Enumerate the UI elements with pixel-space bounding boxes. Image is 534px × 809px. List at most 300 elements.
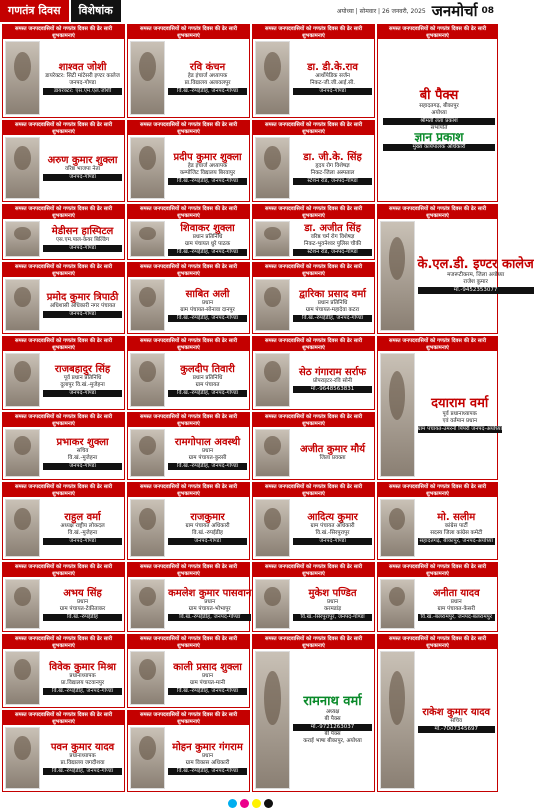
person-name: आदित्य कुमार — [307, 511, 358, 523]
ad-info — [165, 41, 247, 115]
portrait-photo — [130, 279, 165, 331]
ad-body — [3, 497, 124, 559]
portrait-photo — [5, 727, 40, 789]
affiliation: वि.खं.-रुपईडीह — [192, 529, 223, 536]
ad-card — [2, 412, 125, 480]
designation: प्रधान — [77, 598, 89, 605]
ad-body — [253, 135, 374, 201]
portrait-photo — [130, 727, 165, 789]
ad-body — [3, 427, 124, 479]
ad-body — [253, 577, 374, 631]
ad-info — [290, 429, 372, 477]
ad-card — [127, 562, 250, 632]
location: मो.-9721263037 — [293, 724, 372, 731]
portrait-photo — [130, 499, 165, 557]
ad-body — [128, 135, 249, 201]
location: जनपद-गोण्डा — [43, 311, 122, 318]
designation: प्रधान — [450, 598, 462, 605]
greeting-strip: समस्त जनपदवासियों को गणतंत्र दिवस की ढेर सारी शुभकामनाएं — [128, 263, 249, 277]
location: डायरेक्टर: एस.एम.एल.जोशी — [43, 88, 122, 95]
designation: प्रधान प्रतिनिधि — [192, 233, 223, 240]
designation: प्रधान — [202, 672, 214, 679]
affiliation: ग्राम पंचायत-मानी — [189, 679, 226, 686]
affiliation: कम्पोजिट विद्यालय बिरवापुर — [179, 169, 236, 176]
location: स्टेशन रोड, जनपद-गोण्डा — [293, 178, 372, 185]
ad-card — [252, 482, 375, 560]
designation: मजरूटीकरम, जिला अयोध्या — [447, 272, 505, 278]
designation: पूर्व प्रधान प्रतिनिधि — [63, 374, 102, 381]
location: वि.खं.-रुपईडीह, जनपद-गोण्डा — [43, 768, 122, 775]
location: वि.खं.-रुपईडीह, जनपद-गोण्डा — [168, 88, 247, 95]
ad-body — [128, 649, 249, 707]
color-registration-bar — [0, 797, 500, 809]
ad-info — [165, 353, 247, 407]
ad-body — [3, 725, 124, 791]
person-name: राकेश कुमार यादव — [422, 707, 491, 718]
location: जनपद-गोण्डा — [43, 245, 122, 252]
person-name: दयाराम वर्मा — [431, 396, 489, 411]
ad-body — [253, 39, 374, 117]
person-name: पवन कुमार यादव — [50, 741, 115, 753]
location: वि.खं.-रुपईडीह, जनपद-गोण्डा — [168, 249, 247, 256]
portrait-photo — [130, 41, 165, 115]
location: वि.खं.-रुपईडीह, जनपद-गोण्डा — [168, 768, 247, 775]
designation: प्रधान प्रतिनिधि — [192, 374, 223, 381]
affiliation: ग्राम पंचायत-सोनावा दानपुर — [180, 306, 235, 313]
person-name: मोहन कुमार गंगराम — [172, 741, 243, 753]
person-name: डा. डी.के.राव — [307, 61, 358, 73]
person-name: अरुण कुमार शुक्ला — [47, 155, 118, 166]
ad-info — [415, 353, 502, 477]
ad-card — [2, 634, 125, 708]
person-name: द्वारिका प्रसाद वर्मा — [299, 288, 366, 300]
ad-body — [128, 725, 249, 791]
person-name: रामनाथ वर्मा — [303, 694, 362, 709]
portrait-photo — [5, 499, 40, 557]
location: जनपद-गोण्डा — [43, 174, 122, 181]
ad-info — [290, 279, 372, 331]
greeting-strip: समस्त जनपदवासियों को गणतंत्र दिवस की ढेर सारी शुभकामनाएं — [253, 413, 374, 427]
ad-info — [40, 651, 122, 705]
designation: जिला प्रवक्ता — [319, 454, 346, 461]
ad-card — [377, 562, 498, 632]
greeting-strip: समस्त जनपदवासियों को गणतंत्र दिवस की ढेर सारी शुभकामनाएं — [378, 205, 497, 219]
ad-info — [415, 651, 496, 789]
portrait-photo — [380, 499, 415, 557]
ad-info — [165, 279, 247, 331]
location: जनपद-गोण्डा — [43, 463, 122, 470]
portrait-photo — [380, 353, 415, 477]
person-name: मो. सलीम — [437, 511, 476, 523]
ad-card — [377, 634, 498, 792]
designation: हृदय रोग विशेषज्ञ — [315, 162, 350, 169]
yellow-swatch — [252, 799, 261, 808]
designation: सचिव — [450, 718, 463, 724]
ad-info — [290, 41, 372, 115]
designation: अध्यक्ष राष्ट्रीय लोकदल — [60, 522, 105, 529]
location: वि.खं.-रुपईडीह, जनपद-गोण्डा — [168, 614, 251, 621]
affiliation: ग्राम पंचायत — [195, 381, 220, 388]
ad-info — [165, 429, 247, 477]
person-name: कुलदीप तिवारी — [180, 363, 235, 375]
greeting-strip: समस्त जनपदवासियों को गणतंत्र दिवस की ढेर सारी शुभकामनाएं — [253, 25, 374, 39]
greeting-strip: समस्त जनपदवासियों को गणतंत्र दिवस की ढेर सारी शुभकामनाएं — [3, 25, 124, 39]
ad-body — [253, 351, 374, 409]
ad-info — [40, 221, 122, 257]
location: वि.खं.-रुपईडीह, जनपद-गोण्डा — [168, 390, 247, 397]
portrait-photo — [5, 41, 40, 115]
portrait-photo — [130, 137, 165, 199]
portrait-photo — [255, 41, 290, 115]
person-name: विवेक कुमार मिश्रा — [49, 661, 117, 673]
person-name: सेठ गंगाराम सर्राफ — [298, 367, 367, 378]
person-name: रामगोपाल अवस्थी — [174, 436, 241, 448]
page-number: 08 — [481, 6, 494, 16]
ad-info — [165, 221, 247, 257]
ad-card — [127, 634, 250, 708]
page-header — [0, 0, 500, 22]
greeting-strip: समस्त जनपदवासियों को गणतंत्र दिवस की ढेर सारी शुभकामनाएं — [128, 563, 249, 577]
ad-body — [128, 497, 249, 559]
person-name: शिवाकर शुक्ला — [180, 222, 235, 234]
greeting-strip: समस्त जनपदवासियों को गणतंत्र दिवस की ढेर सारी शुभकामनाएं — [3, 121, 124, 135]
greeting-strip: समस्त जनपदवासियों को गणतंत्र दिवस की ढेर सारी शुभकामनाएं — [128, 25, 249, 39]
affiliation: ग्राम पंचायत-केसरी — [437, 605, 476, 612]
person-name: के.एल.डी. इण्टर कालेज — [417, 257, 534, 272]
portrait-photo — [255, 579, 290, 629]
ad-info — [165, 499, 247, 557]
ad-info — [40, 41, 122, 115]
person-name: शाश्वत जोशी — [58, 61, 107, 73]
greeting-strip: समस्त जनपदवासियों को गणतंत्र दिवस की ढेर सारी शुभकामनाएं — [128, 205, 249, 219]
affiliation: वि.खं.-मुजेहना — [67, 529, 98, 536]
ad-card — [127, 120, 250, 202]
ad-card — [252, 412, 375, 480]
designation: वरिष्ठ भाजपा नेता — [65, 166, 101, 172]
ad-info — [415, 499, 496, 557]
designation: आर्थोपेडिक सर्जन — [315, 72, 350, 79]
ad-card — [127, 24, 250, 118]
location: वि.खं.-बलरामपुर, जनपद-बलरामपुर — [418, 614, 496, 621]
location: मो.-7007345697 — [418, 726, 496, 733]
ad-body — [378, 39, 497, 201]
ad-info — [165, 727, 247, 789]
designation: कांग्रेस पार्टी — [444, 522, 468, 529]
affiliation: प्रा.विद्यालय जगदीशवा — [60, 759, 105, 766]
designation: प्रधानाध्यापक — [69, 672, 96, 679]
designation: प्रधान प्रतिनिधि — [317, 299, 348, 306]
ceo-name: ज्ञान प्रकाश — [414, 130, 464, 144]
greeting-strip: समस्त जनपदवासियों को गणतंत्र दिवस की ढेर सारी शुभकामनाएं — [128, 121, 249, 135]
ad-card — [2, 24, 125, 118]
ad-info — [40, 579, 122, 629]
location: मो.-9648563831 — [293, 386, 372, 393]
ad-body — [3, 39, 124, 117]
portrait-photo — [380, 221, 415, 331]
person-name: साबित अली — [185, 288, 230, 300]
portrait-photo — [5, 279, 40, 331]
person-name: प्रदीप कुमार शुक्ला — [173, 151, 242, 163]
person-name: कमलेश कुमार पासवान — [168, 587, 252, 599]
newspaper-logo: जनमोर्चा — [431, 2, 478, 20]
ad-info — [165, 137, 247, 199]
greeting-strip: समस्त जनपदवासियों को गणतंत्र दिवस की ढेर सारी शुभकामनाएं — [128, 413, 249, 427]
greeting-strip: समस्त जनपदवासियों को गणतंत्र दिवस की ढेर सारी शुभकामनाएं — [128, 711, 249, 725]
location: वि.खं.-रुपईडीह, जनपद-गोण्डा — [168, 688, 247, 695]
chairperson-title: सभापति — [430, 125, 448, 131]
person-name: प्रमोद कुमार त्रिपाठी — [46, 292, 119, 303]
ad-body — [253, 649, 374, 791]
ad-body — [128, 427, 249, 479]
person-name: डा. अजीत सिंह — [304, 222, 361, 234]
greeting-strip: समस्त जनपदवासियों को गणतंत्र दिवस की ढेर सारी शुभकामनाएं — [378, 337, 497, 351]
affiliation: निकट-जी.जी.आई.सी. — [310, 79, 356, 86]
greeting-strip: समस्त जनपदवासियों को गणतंत्र दिवस की ढेर सारी शुभकामनाएं — [3, 635, 124, 649]
ad-info — [290, 221, 372, 257]
ceo-role: मुख्य कार्यपालक अधिकारी — [383, 144, 495, 151]
designation: प्रधानाध्यापक — [69, 752, 96, 759]
portrait-photo — [130, 579, 165, 629]
affiliation: ग्राम पंचायत-टेकीताकर — [59, 605, 106, 612]
affiliation: राजेश कुमार — [463, 279, 488, 285]
designation: डायरेक्टर: सिटी मांटेसरी इण्टर कालेज — [45, 72, 120, 79]
ad-body — [128, 351, 249, 409]
affiliation: ग्राम विकास अधिकारी — [185, 759, 230, 766]
location: स्टेशन रोड, जनपद-गोण्डा — [293, 249, 372, 256]
location: जनपद-गोण्डा — [293, 538, 372, 545]
affiliation: निकट-जिला अस्पताल — [310, 169, 355, 176]
ad-info — [290, 137, 372, 199]
designation: पूर्व प्रधानाध्यापक — [442, 411, 477, 417]
affiliation: ग्राम पंचायत-कुरसी — [188, 454, 227, 461]
ad-body — [3, 649, 124, 707]
greeting-strip: समस्त जनपदवासियों को गणतंत्र दिवस की ढेर सारी शुभकामनाएं — [3, 205, 124, 219]
ad-info — [415, 579, 496, 629]
affiliation: एवं वर्तमान प्रधान — [442, 418, 477, 424]
designation: प्रधान — [327, 598, 339, 605]
cyan-swatch — [228, 799, 237, 808]
affiliation: अयोध्या — [431, 110, 447, 116]
ad-info — [40, 499, 122, 557]
ad-card — [127, 412, 250, 480]
greeting-strip: समस्त जनपदवासियों को गणतंत्र दिवस की ढेर सारी शुभकामनाएं — [253, 483, 374, 497]
portrait-photo — [5, 429, 40, 477]
affiliation: निकट-भुवनेश्वर पुलिस चौकी — [303, 240, 362, 247]
ad-body — [378, 497, 497, 559]
affiliation: प्रा.विद्यालय अलावलपुर — [184, 79, 231, 86]
ad-card — [252, 634, 375, 792]
portrait-photo — [130, 353, 165, 407]
location: वि.खं.-रुपईडीह, जनपद-गोण्डा — [43, 688, 122, 695]
ad-info — [415, 221, 534, 331]
ad-info — [290, 499, 372, 557]
person-name: मेडीसन हास्पिटल — [51, 226, 114, 237]
ad-body — [3, 577, 124, 631]
ad-info — [40, 727, 122, 789]
designation: एस.एम.पाल-केयर बिल्डिंग — [56, 237, 110, 243]
designation: प्रधान — [202, 299, 214, 306]
location: वि.खं.-रुपईडीह, जनपद-गोण्डा — [168, 463, 247, 470]
portrait-photo — [255, 429, 290, 477]
affiliation: दुलापुर वि.खं.-मुजेहना — [60, 381, 105, 388]
section-title: गणतंत्र दिवस — [0, 0, 69, 22]
location: जनपद-गोण्डा — [43, 390, 122, 397]
person-name: डा. जी.के. सिंह — [303, 151, 362, 163]
ad-card — [127, 204, 250, 260]
person-name: काली प्रसाद शुक्ला — [173, 661, 242, 673]
portrait-photo — [5, 651, 40, 705]
location: जनपद-गोण्डा — [168, 538, 247, 545]
greeting-strip: समस्त जनपदवासियों को गणतंत्र दिवस की ढेर सारी शुभकामनाएं — [253, 563, 374, 577]
person-name: अभय सिंह — [63, 587, 102, 599]
ad-card — [2, 482, 125, 560]
designation: हेड इंचार्ज अध्यापक — [187, 162, 228, 169]
ad-body — [3, 219, 124, 259]
person-name: राजबहादुर सिंह — [54, 363, 111, 375]
person-name: अनीता यादव — [432, 587, 480, 599]
ad-body — [378, 219, 534, 333]
designation: प्रधान — [202, 447, 214, 454]
portrait-photo — [130, 221, 165, 257]
greeting-strip: समस्त जनपदवासियों को गणतंत्र दिवस की ढेर सारी शुभकामनाएं — [3, 413, 124, 427]
ad-body — [3, 135, 124, 201]
ad-card — [252, 262, 375, 334]
greeting-strip: समस्त जनपदवासियों को गणतंत्र दिवस की ढेर सारी शुभकामनाएं — [378, 25, 497, 39]
ad-info — [165, 579, 251, 629]
ad-info — [290, 579, 372, 629]
portrait-photo — [255, 353, 290, 407]
designation: सचिव — [76, 447, 89, 454]
designation: ग्राम पंचायत अधिकारी — [185, 522, 230, 529]
designation: अध्यक्ष — [325, 709, 340, 715]
designation: अधिशासी अधिकारी नगर पंचायत — [49, 303, 116, 309]
magenta-swatch — [240, 799, 249, 808]
ad-card — [377, 204, 534, 334]
location: वि.खं.-रुपईडीह, जनपद-गोण्डा — [168, 315, 247, 322]
greeting-strip: समस्त जनपदवासियों को गणतंत्र दिवस की ढेर सारी शुभकामनाएं — [128, 337, 249, 351]
ad-card — [127, 262, 250, 334]
ad-info — [40, 137, 122, 199]
ad-card — [127, 336, 250, 410]
portrait-photo — [255, 137, 290, 199]
ad-body — [128, 277, 249, 333]
ad-info — [165, 651, 247, 705]
greeting-strip: समस्त जनपदवासियों को गणतंत्र दिवस की ढेर सारी शुभकामनाएं — [253, 635, 374, 649]
location: जनपद-गोण्डा — [43, 538, 122, 545]
ad-info — [290, 353, 372, 407]
location: मो.-9452353077 — [418, 287, 534, 294]
greeting-strip: समस्त जनपदवासियों को गणतंत्र दिवस की ढेर सारी शुभकामनाएं — [253, 263, 374, 277]
affiliation: प्रा.विद्यालय पटवानपुर — [60, 679, 105, 686]
designation: ग्राम पंचायत अधिकारी — [310, 522, 355, 529]
affiliation: ग्राम पंचायत-महादेवा कटरा — [305, 306, 360, 313]
ad-card — [2, 336, 125, 410]
ad-card — [127, 482, 250, 560]
affiliation: सदस्य जिला कांग्रेस कमेटी — [430, 529, 483, 536]
ad-body — [253, 277, 374, 333]
greeting-strip: समस्त जनपदवासियों को गणतंत्र दिवस की ढेर सारी शुभकामनाएं — [3, 563, 124, 577]
greeting-strip: समस्त जनपदवासियों को गणतंत्र दिवस की ढेर सारी शुभकामनाएं — [253, 121, 374, 135]
portrait-photo — [5, 353, 40, 407]
location: सहादतगढ़, बीकापुर, जनपद-अयोध्या — [419, 537, 494, 544]
greeting-strip: समस्त जनपदवासियों को गणतंत्र दिवस की ढेर सारी शुभकामनाएं — [3, 263, 124, 277]
ad-card — [377, 482, 498, 560]
designation: वरिष्ठ चर्म रोग विशेषज्ञ — [310, 233, 355, 240]
affiliation: ग्राम पंचायत धुरे पाठक — [185, 240, 231, 247]
portrait-photo — [5, 221, 40, 257]
designation: सहादतगढ़, बीकापुर — [419, 103, 459, 109]
ad-body — [253, 497, 374, 559]
greeting-strip: समस्त जनपदवासियों को गणतंत्र दिवस की ढेर सारी शुभकामनाएं — [128, 483, 249, 497]
ad-card — [2, 204, 125, 260]
greeting-strip: समस्त जनपदवासियों को गणतंत्र दिवस की ढेर सारी शुभकामनाएं — [3, 711, 124, 725]
greeting-strip: समस्त जनपदवासियों को गणतंत्र दिवस की ढेर सारी शुभकामनाएं — [378, 635, 497, 649]
ad-body — [378, 577, 497, 631]
location: ग्राम पंचायत-उमरनी पिपरी जनपद-अयोध्या — [417, 426, 502, 432]
person-name: राजकुमार — [190, 511, 225, 523]
greeting-strip: समस्त जनपदवासियों को गणतंत्र दिवस की ढेर सारी शुभकामनाएं — [3, 483, 124, 497]
person-name: रवि कंचन — [189, 61, 226, 73]
ad-card — [377, 24, 498, 202]
ad-body — [378, 649, 497, 791]
portrait-photo — [5, 137, 40, 199]
designation: हेड इंचार्ज अध्यापक — [187, 72, 228, 79]
ad-card — [127, 710, 250, 792]
person-name: प्रभाकर शुक्ला — [56, 436, 109, 448]
ad-body — [3, 351, 124, 409]
affiliation: वि.खं.-मुजेहना — [67, 454, 98, 461]
ad-info — [40, 429, 122, 477]
ad-body — [378, 351, 502, 479]
issue-date: अयोध्या | सोमवार | 26 जनवरी, 2025 — [336, 8, 426, 15]
location: श्रीमती लता प्रकाश — [383, 118, 495, 125]
ad-card — [252, 562, 375, 632]
ad-card — [252, 204, 375, 260]
portrait-photo — [255, 651, 290, 789]
greeting-strip: समस्त जनपदवासियों को गणतंत्र दिवस की ढेर सारी शुभकामनाएं — [378, 563, 497, 577]
ad-card — [2, 710, 125, 792]
ad-info — [380, 41, 495, 199]
person-name: अजीत कुमार मौर्य — [300, 443, 366, 455]
ad-body — [253, 427, 374, 479]
affiliation: बी पैक्स — [324, 716, 341, 722]
ad-card — [252, 24, 375, 118]
bpax-location: कराई भाषा बीकापुर, अयोध्या — [303, 738, 362, 744]
ad-card — [2, 262, 125, 334]
ad-body — [3, 277, 124, 333]
location: वि.खं.-रुपईडीह, जनपद-गोण्डा — [293, 315, 372, 322]
ad-body — [253, 219, 374, 259]
greeting-strip: समस्त जनपदवासियों को गणतंत्र दिवस की ढेर सारी शुभकामनाएं — [253, 205, 374, 219]
ad-card — [252, 120, 375, 202]
portrait-photo — [255, 499, 290, 557]
ad-body — [128, 39, 249, 117]
portrait-photo — [5, 579, 40, 629]
ad-card — [2, 562, 125, 632]
section-tag: विशेषांक — [71, 0, 121, 22]
portrait-photo — [380, 651, 415, 789]
affiliation: करमडांड़ — [324, 605, 342, 612]
portrait-photo — [255, 279, 290, 331]
black-swatch — [264, 799, 273, 808]
greeting-strip: समस्त जनपदवासियों को गणतंत्र दिवस की ढेर सारी शुभकामनाएं — [128, 635, 249, 649]
ad-info — [40, 353, 122, 407]
ad-card — [377, 336, 502, 480]
person-name: राहुल वर्मा — [64, 511, 101, 523]
ad-card — [252, 336, 375, 410]
portrait-photo — [130, 651, 165, 705]
ad-card — [2, 120, 125, 202]
